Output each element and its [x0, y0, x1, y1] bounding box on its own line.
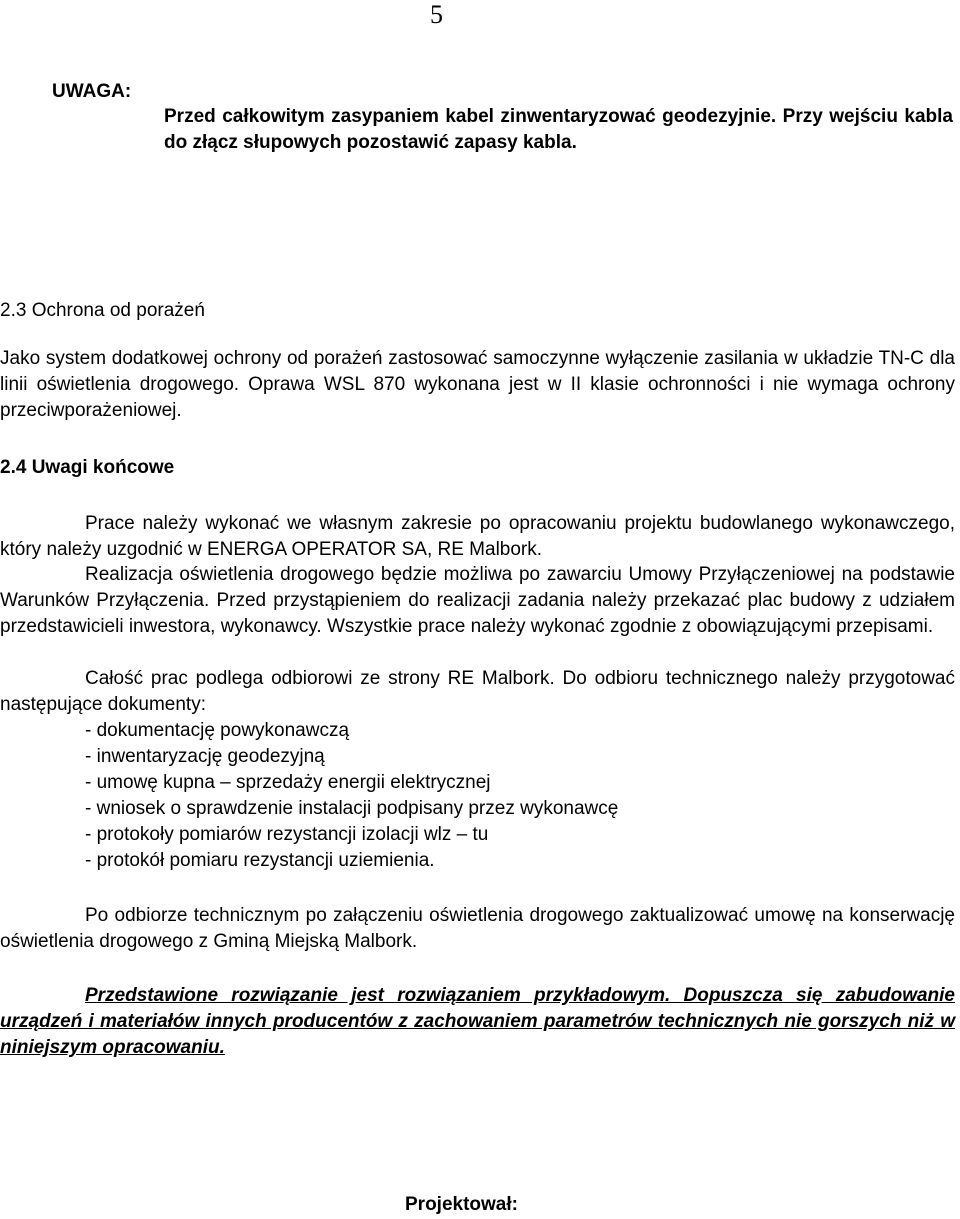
final-remarks-paragraph-3: Całość prac podlega odbiorowi ze strony RE Malbork. Do odbioru technicznego należy przygotować następujące dokumenty: — [0, 668, 955, 715]
page-number: 5 — [430, 0, 443, 29]
warning-text: Przed całkowitym zasypaniem kabel zinwentaryzować geodezyjnie. Przy wejściu kabla do złącz słupowych pozostawić zapasy kabla. — [164, 106, 953, 153]
example-solution-note: Przedstawione rozwiązanie jest rozwiązaniem przykładowym. Dopuszcza się zabudowanie urządzeń i materiałów innych producentów z zachowaniem parametrów technicznych nie gorszych niż w niniejszym opracowaniu. — [0, 985, 955, 1058]
required-documents-list — [85, 718, 618, 874]
list-item: - protokoły pomiarów rezystancji izolacji wlz – tu — [85, 824, 489, 845]
section-2-3-title: 2.3 Ochrona od porażeń — [0, 300, 205, 321]
list-item: - dokumentację powykonawczą — [85, 720, 350, 741]
designer-signature-label: Projektował: — [405, 1194, 518, 1215]
maintenance-paragraph: Po odbiorze technicznym po załączeniu oświetlenia drogowego zaktualizować umowę na konserwację oświetlenia drogowego z Gminą Miejską Malbork. — [0, 905, 955, 952]
list-item: - umowę kupna – sprzedaży energii elektrycznej — [85, 772, 491, 793]
warning-heading: UWAGA: — [52, 81, 132, 102]
final-remarks-paragraph-1: Prace należy wykonać we własnym zakresie po opracowaniu projektu budowlanego wykonawczego, który należy uzgodnić w ENERGA OPERATOR SA, RE Malbork. — [0, 513, 955, 560]
section-2-3-paragraph: Jako system dodatkowej ochrony od porażeń zastosować samoczynne wyłączenie zasilania w układzie TN-C dla linii oświetlenia drogowego. Oprawa WSL 870 wykonana jest w II klasie ochronności i nie wymaga ochrony przeciwporażeniowej. — [0, 348, 955, 421]
list-item: - protokół pomiaru rezystancji uziemienia. — [85, 850, 435, 871]
final-remarks-paragraph-2: Realizacja oświetlenia drogowego będzie możliwa po zawarciu Umowy Przyłączeniowej na podstawie Warunków Przyłączenia. Przed przystąpieniem do realizacji zadania należy przekazać plac budowy z udziałem przedstawicieli inwestora, wykonawcy. Wszystkie prace należy wykonać zgodnie z obowiązującymi przepisami. — [0, 564, 955, 637]
list-item: - wniosek o sprawdzenie instalacji podpisany przez wykonawcę — [85, 798, 619, 819]
list-item: - inwentaryzację geodezyjną — [85, 746, 325, 767]
section-2-4-title: 2.4 Uwagi końcowe — [0, 457, 175, 478]
